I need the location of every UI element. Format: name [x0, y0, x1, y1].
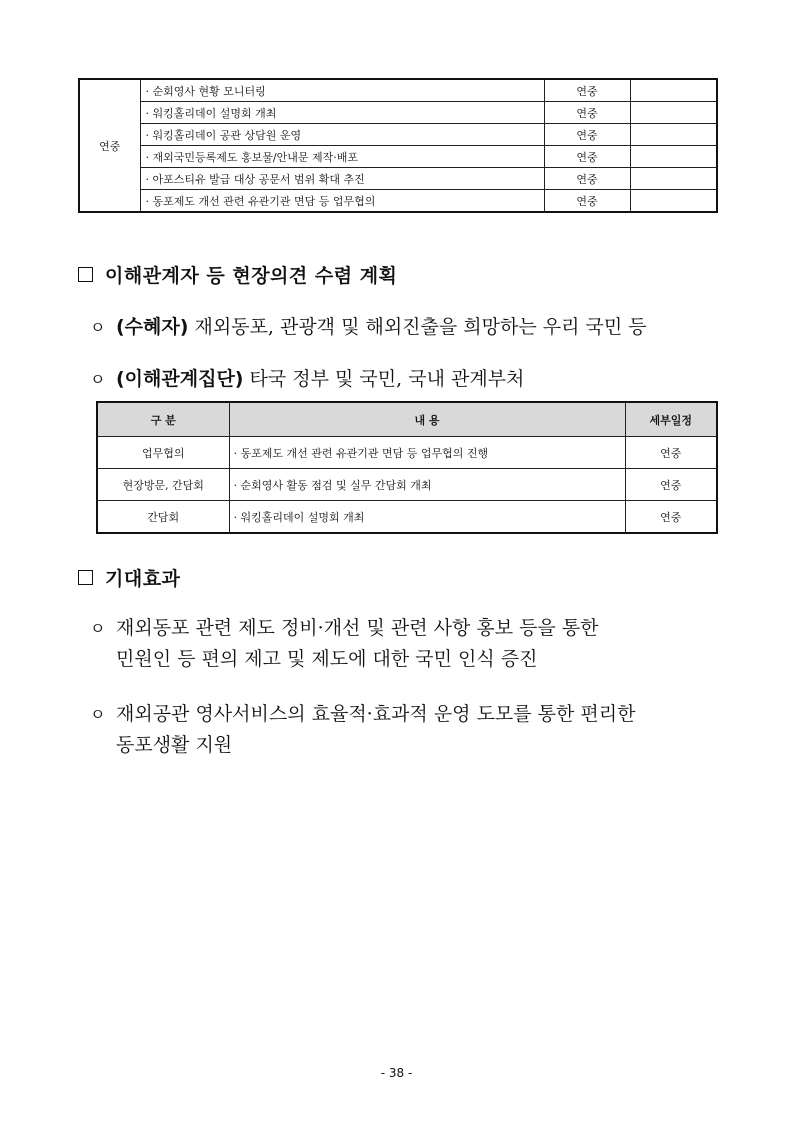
schedule-cell: 연중	[625, 469, 717, 501]
bullet-effect-2	[90, 699, 635, 760]
table-row	[97, 501, 717, 534]
bullet-beneficiary	[90, 312, 647, 343]
period-cell: 연중	[544, 146, 630, 168]
content-cell: · 워킹홀리데이 설명회 개최	[229, 501, 625, 534]
note-cell	[630, 146, 717, 168]
bullet-label: (수혜자)	[116, 316, 189, 338]
bullet-mark: ㅇ	[90, 705, 106, 724]
bullet-text-continued: 동포생활 지원	[116, 734, 233, 756]
table-row	[97, 469, 717, 501]
section-title: 이해관계자 등 현장의견 수렴 계획	[105, 265, 398, 287]
bullet-mark: ㅇ	[90, 370, 106, 389]
section-heading-stakeholders	[78, 261, 397, 288]
task-cell: · 워킹홀리데이 설명회 개최	[140, 102, 544, 124]
header-content: 내 용	[229, 402, 625, 437]
note-cell	[630, 102, 717, 124]
category-cell: 업무협의	[97, 437, 229, 469]
task-cell: · 순회영사 현황 모니터링	[140, 79, 544, 102]
table-row	[79, 190, 717, 213]
task-cell: · 동포제도 개선 관련 유관기관 면담 등 업무협의	[140, 190, 544, 213]
bullet-mark: ㅇ	[90, 318, 106, 337]
category-cell: 현장방문, 간담회	[97, 469, 229, 501]
bullet-interest-group	[90, 364, 524, 395]
table-row	[79, 146, 717, 168]
header-category: 구 분	[97, 402, 229, 437]
task-cell: · 재외국민등록제도 홍보물/안내문 제작·배포	[140, 146, 544, 168]
plan-table	[78, 78, 718, 213]
table-header-row	[97, 402, 717, 437]
bullet-text: 재외동포, 관광객 및 해외진출을 희망하는 우리 국민 등	[188, 316, 647, 338]
task-cell: · 아포스티유 발급 대상 공문서 범위 확대 추진	[140, 168, 544, 190]
schedule-cell: 연중	[625, 437, 717, 469]
period-cell: 연중	[544, 124, 630, 146]
bullet-label: (이해관계집단)	[116, 368, 244, 390]
group-cell: 연중	[79, 79, 140, 212]
bullet-text-continued: 민원인 등 편의 제고 및 제도에 대한 국민 인식 증진	[116, 648, 538, 670]
period-cell: 연중	[544, 190, 630, 213]
stakeholder-table	[96, 401, 718, 534]
task-cell: · 워킹홀리데이 공관 상담원 운영	[140, 124, 544, 146]
section-title: 기대효과	[105, 568, 181, 590]
bullet-text: 재외공관 영사서비스의 효율적·효과적 운영 도모를 통한 편리한	[116, 703, 636, 725]
period-cell: 연중	[544, 79, 630, 102]
checkbox-square-icon	[78, 267, 93, 282]
period-cell: 연중	[544, 102, 630, 124]
table-row	[79, 102, 717, 124]
note-cell	[630, 79, 717, 102]
bullet-effect-1	[90, 613, 599, 674]
bullet-mark: ㅇ	[90, 619, 106, 638]
schedule-cell: 연중	[625, 501, 717, 534]
page-number: - 38 -	[380, 1066, 413, 1080]
note-cell	[630, 190, 717, 213]
table-row	[79, 124, 717, 146]
table-row	[97, 437, 717, 469]
bullet-text: 재외동포 관련 제도 정비·개선 및 관련 사항 홍보 등을 통한	[116, 617, 599, 639]
category-cell: 간담회	[97, 501, 229, 534]
header-schedule: 세부일정	[625, 402, 717, 437]
section-heading-effects	[78, 564, 180, 591]
checkbox-square-icon	[78, 570, 93, 585]
table-row	[79, 168, 717, 190]
table-row	[79, 79, 717, 102]
bullet-text: 타국 정부 및 국민, 국내 관계부처	[243, 368, 525, 390]
period-cell: 연중	[544, 168, 630, 190]
note-cell	[630, 124, 717, 146]
note-cell	[630, 168, 717, 190]
content-cell: · 동포제도 개선 관련 유관기관 면담 등 업무협의 진행	[229, 437, 625, 469]
content-cell: · 순회영사 활동 점검 및 실무 간담회 개최	[229, 469, 625, 501]
